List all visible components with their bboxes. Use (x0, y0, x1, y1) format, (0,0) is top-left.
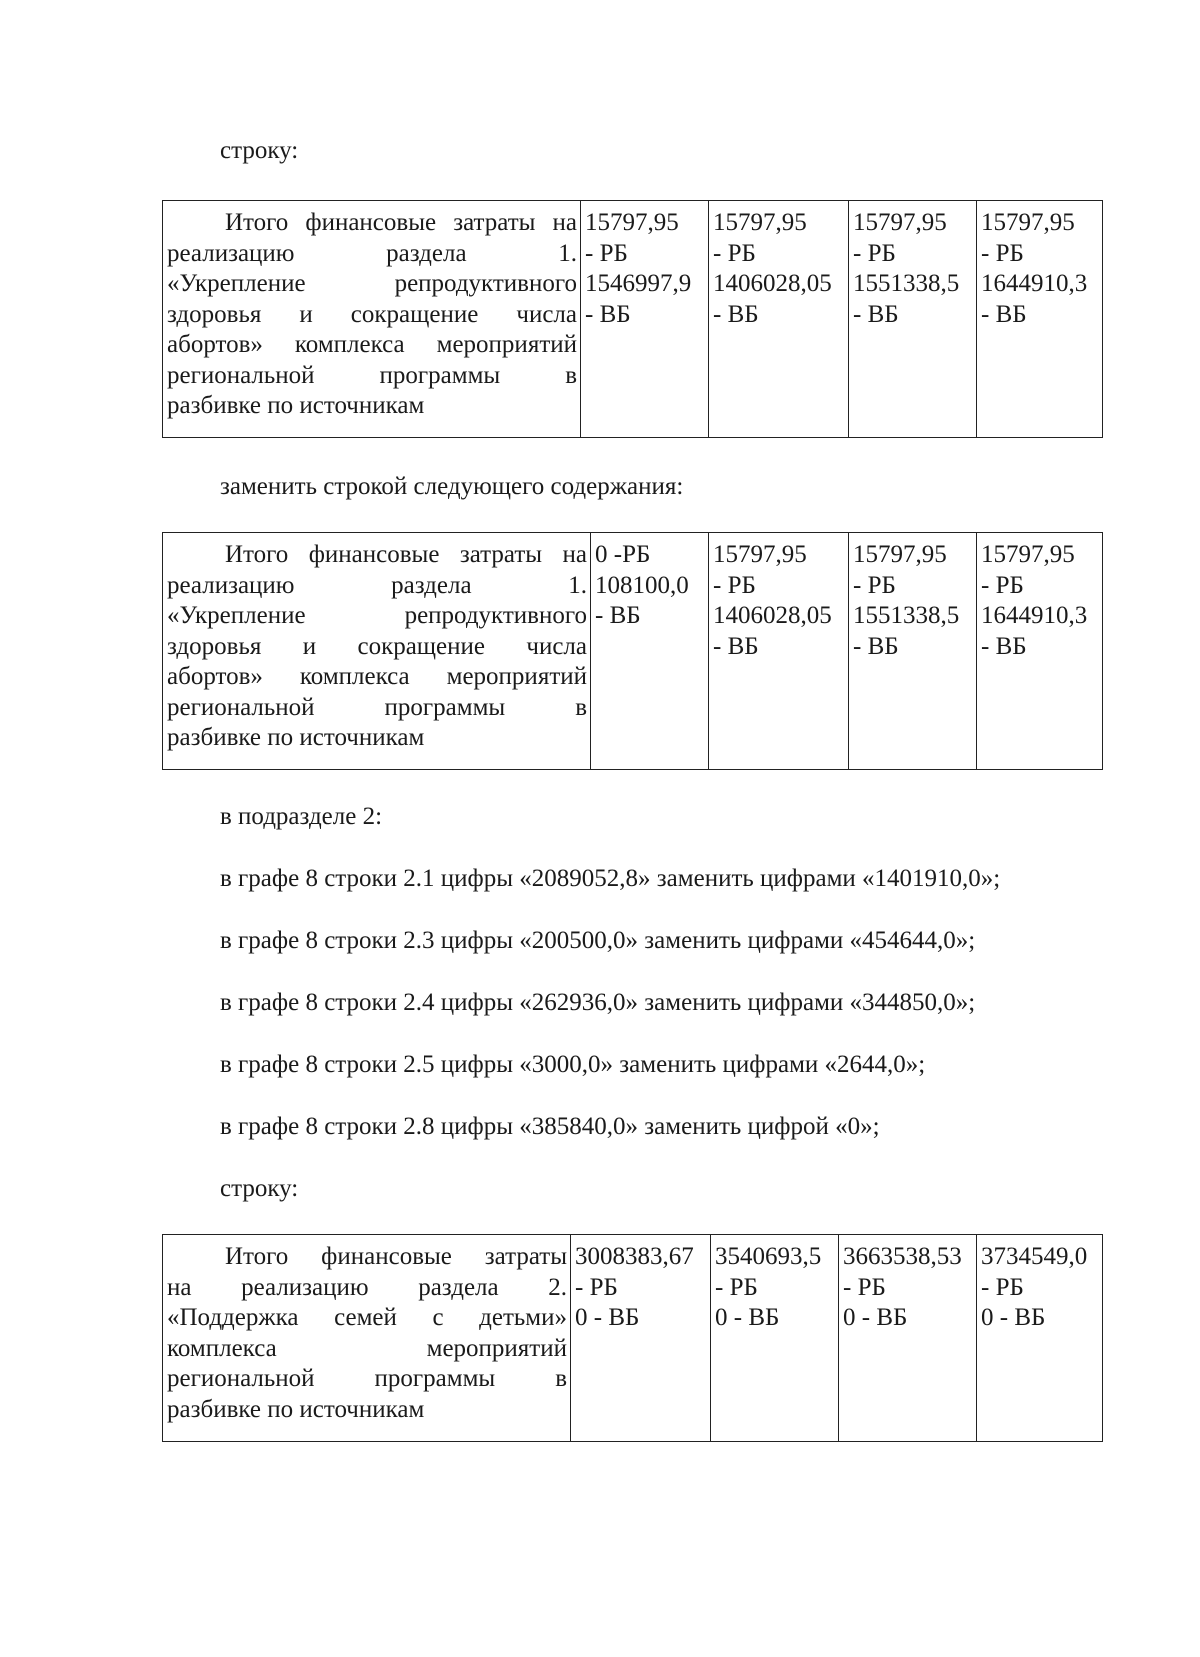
table-cell-year3 (839, 1235, 977, 1442)
cell-value: - РБ (853, 571, 896, 599)
cell-value: 1551338,5 (853, 270, 960, 297)
table-row (163, 201, 1103, 438)
intro-stroku: строку: (220, 137, 299, 164)
desc-line: «Укрепление репродуктивного (167, 602, 587, 629)
desc-line: комплекса мероприятий (167, 1334, 567, 1362)
change-item: в графе 8 строки 2.3 цифры «200500,0» заменить цифрами «454644,0»; (220, 927, 976, 954)
cell-value: 15797,95 (585, 209, 679, 236)
table-cell-description (163, 201, 581, 438)
cell-value: 1546997,9 (585, 270, 692, 297)
cell-value: 1406028,05 (713, 270, 832, 297)
desc-line: здоровья и сокращение числа (167, 632, 587, 660)
cell-value: - РБ (843, 1273, 886, 1301)
desc-line: разбивке по источникам (167, 392, 425, 419)
desc-line: региональной программы в (167, 693, 587, 721)
cell-value: - РБ (575, 1273, 618, 1301)
cell-value: 108100,0 (595, 571, 689, 599)
table-cell-year4 (977, 1235, 1103, 1442)
cell-value: - РБ (853, 239, 896, 267)
table-cell-year1 (591, 533, 709, 770)
cell-value: 15797,95 (981, 541, 1075, 568)
table-cell-year2 (711, 1235, 839, 1442)
change-item: в графе 8 строки 2.8 цифры «385840,0» заменить цифрой «0»; (220, 1113, 880, 1140)
cell-value: - ВБ (981, 632, 1027, 660)
desc-line: реализацию раздела 1. (167, 571, 587, 599)
desc-line: на реализацию раздела 2. (167, 1273, 567, 1301)
cell-value: - ВБ (853, 300, 899, 328)
desc-line: разбивке по источникам (167, 724, 425, 751)
cell-value: - ВБ (713, 300, 759, 328)
cell-value: - РБ (585, 239, 628, 267)
cell-value: 0 - ВБ (843, 1304, 908, 1331)
table-cell-year1 (571, 1235, 711, 1442)
desc-line: «Поддержка семей с детьми» (167, 1304, 567, 1331)
desc-line: Итого финансовые затраты (225, 1243, 567, 1270)
table-cell-year2 (709, 533, 849, 770)
cell-value: 3540693,5 (715, 1243, 822, 1270)
stroku-2: строку: (220, 1175, 299, 1202)
table-cell-year2 (709, 201, 849, 438)
cell-value: - РБ (981, 239, 1024, 267)
cell-value: 1644910,3 (981, 270, 1088, 297)
cell-value: 3008383,67 (575, 1243, 694, 1270)
change-item: в графе 8 строки 2.4 цифры «262936,0» заменить цифрами «344850,0»; (220, 989, 976, 1016)
desc-line: реализацию раздела 1. (167, 239, 577, 267)
cell-value: - РБ (713, 571, 756, 599)
desc-line: «Укрепление репродуктивного (167, 270, 577, 297)
cell-value: - ВБ (595, 602, 641, 629)
cell-value: 15797,95 (713, 541, 807, 568)
table-cell-year3 (849, 201, 977, 438)
cell-value: 1551338,5 (853, 602, 960, 629)
table-row (163, 533, 1103, 770)
cell-value: - РБ (981, 571, 1024, 599)
change-item: в графе 8 строки 2.1 цифры «2089052,8» заменить цифрами «1401910,0»; (220, 865, 1001, 892)
cell-value: - ВБ (585, 300, 631, 328)
table-original-section2 (162, 1234, 1103, 1442)
table-cell-year4 (977, 533, 1103, 770)
cell-value: 3663538,53 (843, 1243, 962, 1270)
desc-line: региональной программы в (167, 1365, 567, 1392)
cell-value: - ВБ (981, 300, 1027, 328)
cell-value: 0 - ВБ (715, 1304, 780, 1331)
cell-value: - ВБ (713, 632, 759, 660)
replace-with-text: заменить строкой следующего содержания: (220, 473, 684, 500)
desc-line: региональной программы в (167, 361, 577, 389)
table-original-section1 (162, 200, 1103, 438)
cell-value: - РБ (981, 1273, 1024, 1301)
desc-line: Итого финансовые затраты на (225, 209, 577, 236)
cell-value: - ВБ (853, 632, 899, 660)
cell-value: 15797,95 (981, 209, 1075, 236)
desc-line: разбивке по источникам (167, 1395, 425, 1423)
cell-value: - РБ (715, 1273, 758, 1301)
cell-value: 1644910,3 (981, 602, 1088, 629)
cell-value: - РБ (713, 239, 756, 267)
table-cell-description (163, 1235, 571, 1442)
desc-line: абортов» комплекса мероприятий (167, 331, 577, 358)
change-item: в графе 8 строки 2.5 цифры «3000,0» заменить цифрами «2644,0»; (220, 1051, 926, 1078)
table-new-section1 (162, 532, 1103, 770)
cell-value: 0 -РБ (595, 541, 651, 568)
desc-line: здоровья и сокращение числа (167, 300, 577, 328)
table-cell-description (163, 533, 591, 770)
desc-line: Итого финансовые затраты на (225, 541, 587, 568)
table-cell-year4 (977, 201, 1103, 438)
desc-line: абортов» комплекса мероприятий (167, 663, 587, 690)
cell-value: 15797,95 (853, 209, 947, 236)
cell-value: 0 - ВБ (575, 1304, 640, 1331)
table-cell-year3 (849, 533, 977, 770)
cell-value: 3734549,0 (981, 1243, 1088, 1270)
cell-value: 0 - ВБ (981, 1304, 1046, 1331)
cell-value: 15797,95 (853, 541, 947, 568)
subsection-heading: в подразделе 2: (220, 803, 383, 830)
cell-value: 15797,95 (713, 209, 807, 236)
table-cell-year1 (581, 201, 709, 438)
table-row (163, 1235, 1103, 1442)
cell-value: 1406028,05 (713, 602, 832, 629)
